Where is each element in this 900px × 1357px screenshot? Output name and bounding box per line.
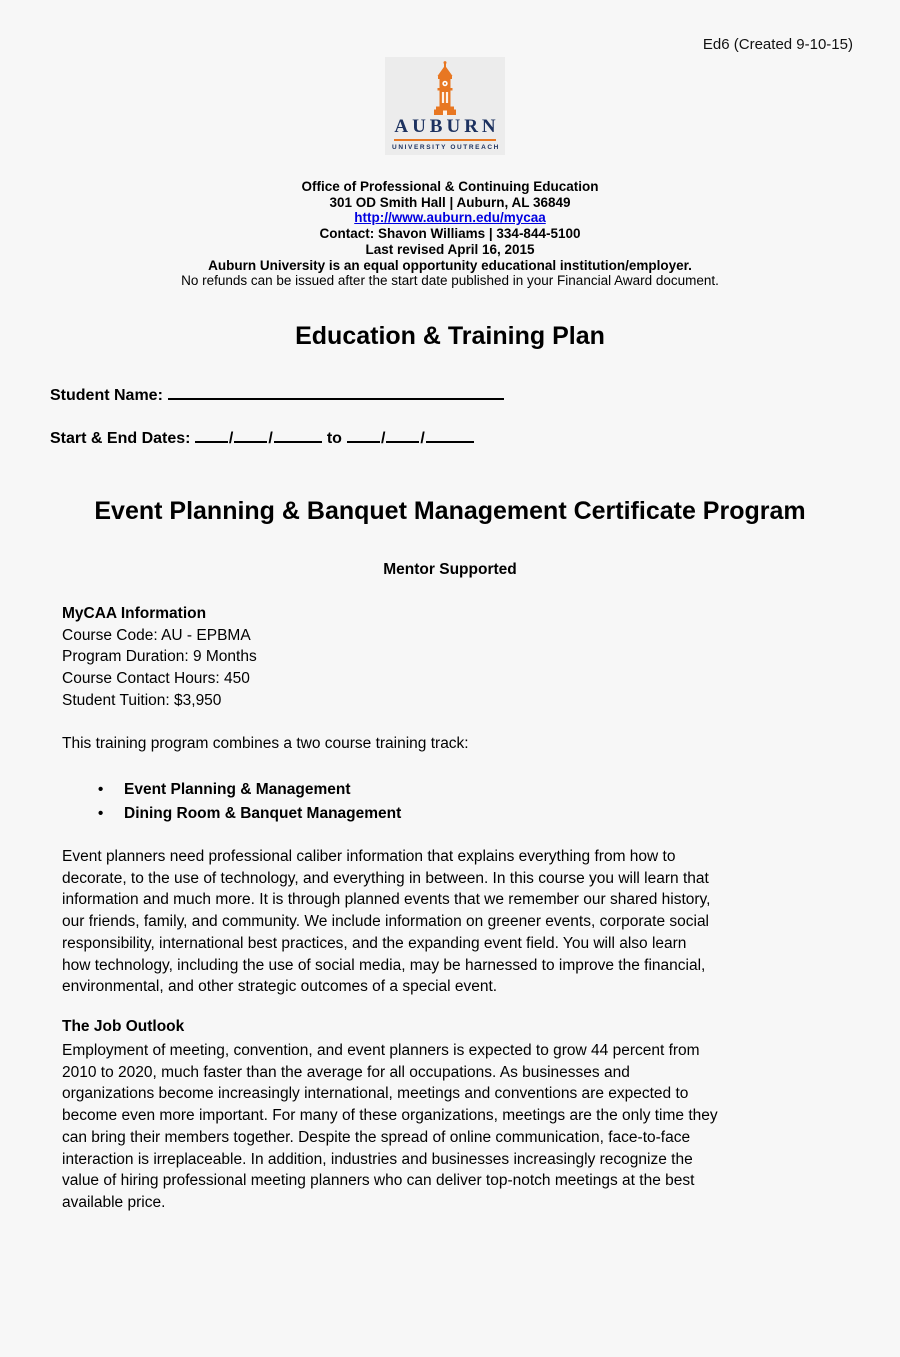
student-name-row bbox=[50, 384, 504, 405]
doc-reference: Ed6 (Created 9-10-15) bbox=[702, 36, 853, 53]
tracks-list bbox=[97, 778, 401, 825]
track-item: • Dining Room & Banquet Management bbox=[97, 802, 401, 826]
end-month-blank bbox=[347, 427, 380, 443]
start-month-blank bbox=[195, 427, 228, 443]
logo-divider bbox=[394, 139, 496, 141]
refund-note: No refunds can be issued after the start date published in your Financial Award document. bbox=[181, 273, 719, 289]
bullet-icon: • bbox=[98, 804, 104, 822]
mentor-supported-label: Mentor Supported bbox=[383, 561, 517, 578]
auburn-wordmark: AUBURN bbox=[394, 116, 500, 137]
revised-line: Last revised April 16, 2015 bbox=[365, 241, 535, 257]
page-title: Education & Training Plan bbox=[295, 322, 605, 350]
date-slash: / bbox=[380, 430, 386, 447]
logo-subtext: UNIVERSITY OUTREACH bbox=[392, 144, 500, 151]
course-code-line: Course Code: AU - EPBMA bbox=[62, 626, 251, 644]
dates-to-label: to bbox=[326, 430, 342, 447]
job-outlook-heading: The Job Outlook bbox=[62, 1018, 185, 1035]
tracks-intro: This training program combines a two course training track: bbox=[62, 735, 469, 752]
auburn-logo bbox=[385, 57, 505, 155]
dates-row bbox=[50, 427, 474, 448]
mycaa-heading: MyCAA Information bbox=[62, 605, 207, 622]
track-item: • Event Planning & Management bbox=[97, 778, 401, 802]
mycaa-info-section bbox=[62, 603, 257, 712]
job-outlook-body: Employment of meeting, convention, and event planners is expected to grow 44 percent from 2010 to 2020, much faster than the average for all occupations. As businesses and organizations become increasingly international, meetings and conventions are expected to become even more important. For many of these organizations, meetings are the only time they can bring their members together. Despite the spread of online communication, face-to-face interaction is irreplaceable. In addition, industries and businesses increasingly recognize the value of hiring professional meeting planners who can deliver top-notch meetings at the best available price. bbox=[62, 1042, 718, 1211]
student-name-label: Student Name: bbox=[50, 387, 163, 404]
contact-line: Contact: Shavon Williams | 334-844-5100 bbox=[319, 226, 581, 242]
student-name-blank bbox=[168, 384, 504, 400]
course-description: Event planners need professional caliber information that explains everything from how to decorate, to the use of technology, and everything in between. In this course you will learn that information and much more. It is through planned events that we remember our shared history, our friends, family, and community. We include information on greener events, corporate social responsibility, international best practices, and the expanding event field. You will also learn how technology, including the use of social media, may be harnessed to improve the financial, environmental, and other strategic outcomes of a special event. bbox=[62, 848, 711, 996]
mycaa-link[interactable]: http://www.auburn.edu/mycaa bbox=[354, 210, 546, 226]
tuition-line: Student Tuition: $3,950 bbox=[62, 691, 222, 709]
clock-tower-icon bbox=[423, 61, 467, 115]
end-day-blank bbox=[386, 427, 419, 443]
office-line: Office of Professional & Continuing Education bbox=[301, 179, 599, 194]
start-day-blank bbox=[234, 427, 267, 443]
contact-hours-line: Course Contact Hours: 450 bbox=[62, 670, 250, 688]
date-slash: / bbox=[228, 430, 234, 447]
eeo-line: Auburn University is an equal opportunity educational institution/employer. bbox=[208, 257, 692, 273]
date-slash: / bbox=[268, 430, 273, 447]
end-year-blank bbox=[426, 427, 474, 443]
contact-header bbox=[0, 179, 900, 289]
dates-label: Start & End Dates: bbox=[50, 430, 191, 447]
program-duration-line: Program Duration: 9 Months bbox=[62, 648, 257, 666]
start-year-blank bbox=[274, 427, 322, 443]
bullet-icon: • bbox=[98, 781, 104, 798]
program-title: Event Planning & Banquet Management Certificate Program bbox=[94, 497, 806, 525]
date-slash: / bbox=[420, 430, 425, 447]
address-line: 301 OD Smith Hall | Auburn, AL 36849 bbox=[329, 194, 571, 210]
